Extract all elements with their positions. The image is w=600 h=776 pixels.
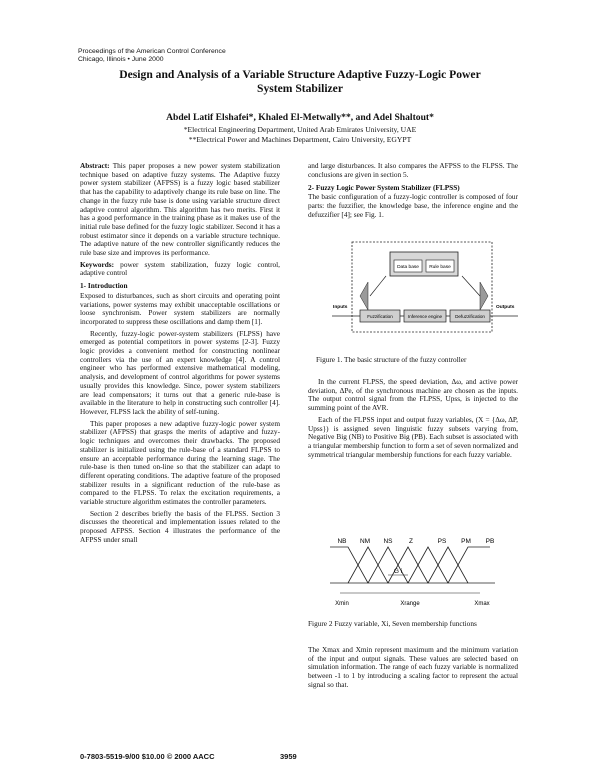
mf-pm xyxy=(428,547,468,583)
page-number: 3959 xyxy=(280,752,297,761)
label-pm: PM xyxy=(461,538,471,545)
section-2-paragraph-1: The basic configuration of a fuzzy-logic controller is composed of four parts: the fuzzifier, the knowledge base, the inference engine and the defuzzifier [4]; see Fig. 1. xyxy=(308,192,518,219)
mf-nb xyxy=(330,547,368,583)
section-2-paragraph-4: The Xmax and Xmin represent maximum and the minimum variation of the input and output signals. These values are selected based on simulation information. The range of each fuzzy variable is normalized between -1 to 1 by introducing a scaling factor to represent the actual signal so that. xyxy=(308,645,518,689)
label-nb: NB xyxy=(337,538,347,545)
rule-base-label: Rule base xyxy=(429,265,451,270)
figure-2-caption: Figure 2 Fuzzy variable, Xi, Seven membership functions xyxy=(308,619,477,628)
figure-1-caption: Figure 1. The basic structure of the fuzzy controller xyxy=(316,355,467,364)
continued-text: and large disturbances. It also compares the AFPSS to the FLPSS. The conclusions are given in section 5. xyxy=(308,161,518,179)
proceedings-header xyxy=(78,48,226,64)
title-line-1: Design and Analysis of a Variable Structure Adaptive Fuzzy-Logic Power xyxy=(119,68,481,81)
xmin-label: Xmin xyxy=(335,601,349,607)
defuzzifier-label: Defuzzification xyxy=(455,314,485,319)
inputs-label: Inputs xyxy=(333,305,348,310)
paper-title xyxy=(60,68,540,95)
figure-2-membership-functions xyxy=(330,535,510,611)
intro-paragraph-3: This paper proposes a new adaptive fuzzy-logic power system stabilizer (AFPSS) that grasps the merits of adaptive and fuzzy-logic techniques and overcomes their drawbacks. The proposed stabilizer is initialized using the rule-base of a standard FLPSS to ensure an acceptable performance during the learning stage. The rule-base is then tuned on-line so that the stabilizer can adapt to different operating conditions. The adaptive feature of the proposed stabilizer results in a significant reduction of the rule-base as compared to the FLPSS. To relax the excitation requirements, a variable structure algorithm estimates the controller parameters. xyxy=(80,418,280,507)
right-column-bottom xyxy=(308,646,518,690)
mf-ns xyxy=(368,547,408,583)
label-ps: PS xyxy=(437,538,447,545)
figure-1-diagram xyxy=(330,236,520,346)
data-base-label: Data base xyxy=(397,265,419,270)
keywords-label: Keywords: xyxy=(80,259,115,269)
right-column-top xyxy=(308,162,518,219)
fuzzifier-label: Fuzzification xyxy=(367,314,393,319)
abstract-text: This paper proposes a new power system stabilization technique based on adaptive fuzzy systems. The Adaptive fuzzy power system stabilizer (AFPSS) is a fuzzy logic based stabilizer that has the capability to adaptively change its rule base on line. The change in the fuzzy rule base is done using variable structure direct adaptive control algorithm. This algorithm has two merits. First it has a good performance in the training phase as it makes use of the initial rule base defined for the fuzzy logic stabilizer. Second it has a robust estimator since it depends on a variable structure technique. The adaptive nature of the new controller significantly reduces the rule base size and improves its performance. xyxy=(80,161,280,258)
mf-z xyxy=(388,547,428,583)
intro-heading: 1- Introduction xyxy=(80,281,128,291)
title-line-2: System Stabilizer xyxy=(257,81,343,95)
inference-engine-label: Inference engine xyxy=(407,314,443,319)
abstract-label: Abstract: xyxy=(80,161,110,170)
keywords-text: power system stabilization, fuzzy logic control, adaptive control xyxy=(80,259,280,278)
outputs-label: Outputs xyxy=(496,305,515,310)
mf-ps xyxy=(408,547,448,583)
left-column xyxy=(80,162,280,548)
xrange-label: Xrange xyxy=(400,601,420,607)
intro-paragraph-1: Exposed to disturbances, such as short circuits and operating point variations, power systems may exhibit unacceptable oscillations or loose synchronism. Power system stabilizers are normally incorporated to suppress these oscillations and damp them [1]. xyxy=(80,290,280,326)
intro-paragraph-2: Recently, fuzzy-logic power-system stabilizers (FLPSS) have emerged as potential competitors in power systems [2-3]. Fuzzy logic provides a convenient method for constructing nonlinear controllers via the use of an expert knowledge [4]. A control engineer who has performed extensive mathematical modeling, analysis, and development of control algorithms for power systems usually provides this knowledge. Since, power system stabilizers are lead compensators; it turns out that a generic rule-base is available in the literature to help in constructing such controller [4]. However, FLPSS lack the ability of self-tuning. xyxy=(80,328,280,416)
gi-label: G i xyxy=(393,568,403,575)
label-nm: NM xyxy=(359,538,371,545)
right-column-middle xyxy=(308,378,518,459)
intro-paragraph-4: Section 2 describes briefly the basis of the FLPSS. Section 3 discusses the theoretical and implementation issues related to the proposed AFPSS. Section 4 illustrates the performance of the AFPSS under small xyxy=(80,508,280,544)
section-2-paragraph-2: In the current FLPSS, the speed deviation, Δω, and active power deviation, ΔPe, of the synchronous machine are chosen as the inputs. The output control signal from the FLPSS, Upss, is injected to the summing point of the AVR. xyxy=(308,377,518,413)
mf-nm xyxy=(348,547,388,583)
label-z: Z xyxy=(409,538,413,545)
isbn-footer: 0-7803-5519-9/00 $10.00 © 2000 AACC xyxy=(80,752,215,761)
label-pb: PB xyxy=(485,538,495,545)
proceedings-line-1: Proceedings of the American Control Conference xyxy=(78,48,226,55)
proceedings-line-2: Chicago, Illinois • June 2000 xyxy=(78,56,164,63)
abstract xyxy=(80,162,280,258)
authors: Abdel Latif Elshafei*, Khaled El-Metwally**, and Adel Shaltout* xyxy=(166,112,434,123)
keywords xyxy=(80,261,280,278)
section-2-heading: 2- Fuzzy Logic Power System Stabilizer (FLPSS) xyxy=(308,183,460,193)
affiliation-2: **Electrical Power and Machines Department, Cairo University, EGYPT xyxy=(188,135,412,144)
xmax-label: Xmax xyxy=(474,601,490,607)
section-2-paragraph-3: Each of the FLPSS input and output fuzzy variables, (X = {Δω, ΔP, Upss}) is assigned seven linguistic fuzzy subsets varying from, Negative Big (NB) to Positive Big (PB). Each subset is associated with a triangular membership function to form a set of seven normalized and symmetrical triangular membership functions for each fuzzy variable. xyxy=(308,414,518,459)
label-ns: NS xyxy=(383,538,393,545)
mf-pb xyxy=(448,547,490,583)
affiliation-1: *Electrical Engineering Department, United Arab Emirates University, UAE xyxy=(183,125,417,134)
